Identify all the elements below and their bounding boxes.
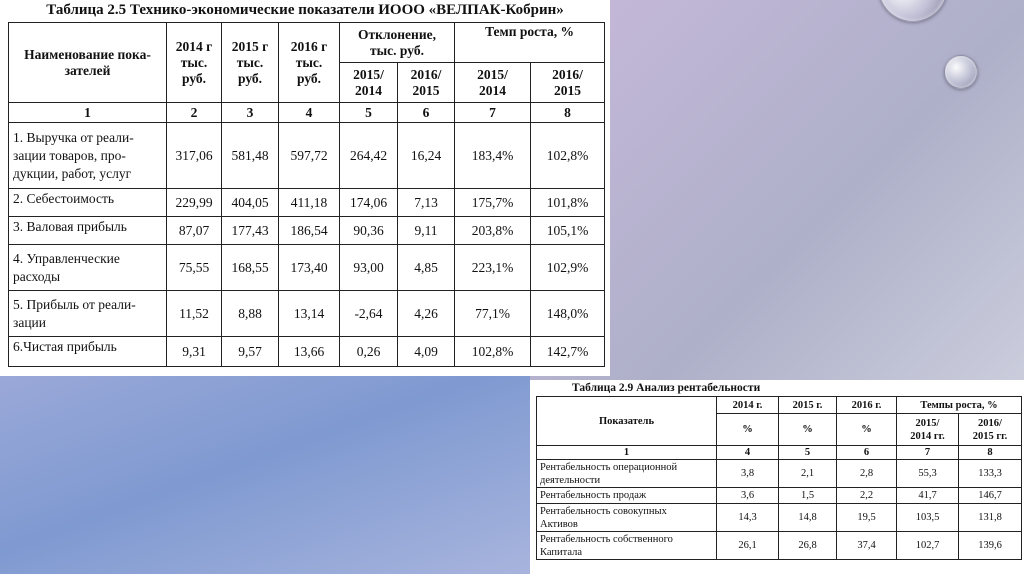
table-row (9, 291, 605, 337)
cell: 14,3 (717, 504, 779, 532)
cell: 26,8 (779, 532, 837, 560)
cell: 4,85 (398, 245, 455, 291)
cell: 203,8% (455, 217, 531, 245)
cell: 9,11 (398, 217, 455, 245)
cell: 223,1% (455, 245, 531, 291)
table-row (9, 245, 605, 291)
header-sub: 2016/ 2015 (531, 63, 605, 103)
cell: 2,1 (779, 460, 837, 488)
cell: 183,4% (455, 123, 531, 189)
cell: 13,66 (279, 337, 340, 367)
table-image-2-5 (0, 0, 610, 376)
cell: 26,1 (717, 532, 779, 560)
header-sub: 2015/ 2014 (455, 63, 531, 103)
col-number: 7 (455, 103, 531, 123)
cell: 90,36 (340, 217, 398, 245)
table-row (537, 532, 1022, 560)
cell: 37,4 (837, 532, 897, 560)
header-percent: % (717, 414, 779, 446)
cell: 177,43 (222, 217, 279, 245)
cell: 174,06 (340, 189, 398, 217)
cell: 146,7 (959, 488, 1022, 504)
table-title: Таблица 2.5 Технико-экономические показатели ИООО «ВЕЛПАК-Кобрин» (46, 2, 564, 18)
cell: 131,8 (959, 504, 1022, 532)
cell: 4,09 (398, 337, 455, 367)
table-row (9, 189, 605, 217)
row-name: Рентабельность совокупных Активов (537, 504, 717, 532)
header-2014: 2014 г тыс. руб. (167, 23, 222, 103)
cell: 411,18 (279, 189, 340, 217)
profitability-table (536, 396, 1022, 560)
header-sub: 2016/ 2015 гг. (959, 414, 1022, 446)
header-2016: 2016 г тыс. руб. (279, 23, 340, 103)
header-sub: 2016/ 2015 (398, 63, 455, 103)
cell: 101,8% (531, 189, 605, 217)
col-number: 1 (9, 103, 167, 123)
row-name: Рентабельность продаж (537, 488, 717, 504)
cell: 103,5 (897, 504, 959, 532)
cell: 168,55 (222, 245, 279, 291)
row-name: 3. Валовая прибыль (9, 217, 167, 245)
table-title: Таблица 2.9 Анализ рентабельности (572, 382, 761, 394)
cell: 55,3 (897, 460, 959, 488)
cell: 3,8 (717, 460, 779, 488)
cell: 7,13 (398, 189, 455, 217)
col-number: 4 (717, 446, 779, 460)
row-name: 4. Управленческие расходы (9, 245, 167, 291)
col-number: 2 (167, 103, 222, 123)
col-number: 4 (279, 103, 340, 123)
header-2014: 2014 г. (717, 397, 779, 414)
row-name: Рентабельность собственного Капитала (537, 532, 717, 560)
cell: -2,64 (340, 291, 398, 337)
header-sub: 2015/ 2014 (340, 63, 398, 103)
col-number: 3 (222, 103, 279, 123)
cell: 3,6 (717, 488, 779, 504)
cell: 102,8% (455, 337, 531, 367)
col-number: 6 (837, 446, 897, 460)
cell: 264,42 (340, 123, 398, 189)
col-number: 1 (537, 446, 717, 460)
cell: 2,2 (837, 488, 897, 504)
cell: 173,40 (279, 245, 340, 291)
col-number: 8 (531, 103, 605, 123)
col-number: 5 (340, 103, 398, 123)
cell: 142,7% (531, 337, 605, 367)
row-name: 2. Себестоимость (9, 189, 167, 217)
header-2015: 2015 г. (779, 397, 837, 414)
header-name: Наименование пока- зателей (9, 23, 167, 103)
cell: 14,8 (779, 504, 837, 532)
table-image-2-9 (530, 380, 1024, 574)
header-sub: 2015/ 2014 гг. (897, 414, 959, 446)
cell: 75,55 (167, 245, 222, 291)
cell: 404,05 (222, 189, 279, 217)
header-2016: 2016 г. (837, 397, 897, 414)
table-row (537, 504, 1022, 532)
table-row (537, 460, 1022, 488)
cell: 77,1% (455, 291, 531, 337)
table-row (537, 488, 1022, 504)
cell: 175,7% (455, 189, 531, 217)
row-name: Рентабельность операционной деятельности (537, 460, 717, 488)
col-number: 7 (897, 446, 959, 460)
cell: 102,7 (897, 532, 959, 560)
indicators-table (8, 22, 605, 367)
cell: 133,3 (959, 460, 1022, 488)
row-name: 1. Выручка от реали- зации товаров, про- дукции, работ, услуг (9, 123, 167, 189)
header-name: Показатель (537, 397, 717, 446)
cell: 105,1% (531, 217, 605, 245)
header-percent: % (837, 414, 897, 446)
cell: 4,26 (398, 291, 455, 337)
row-name: 5. Прибыль от реали- зации (9, 291, 167, 337)
table-row (9, 123, 605, 189)
header-growth: Темп роста, % (455, 23, 605, 63)
cell: 581,48 (222, 123, 279, 189)
cell: 13,14 (279, 291, 340, 337)
cell: 186,54 (279, 217, 340, 245)
table-row (9, 217, 605, 245)
cell: 102,8% (531, 123, 605, 189)
col-number: 8 (959, 446, 1022, 460)
header-deviation: Отклонение, тыс. руб. (340, 23, 455, 63)
cell: 93,00 (340, 245, 398, 291)
col-number: 6 (398, 103, 455, 123)
cell: 16,24 (398, 123, 455, 189)
cell: 139,6 (959, 532, 1022, 560)
cell: 148,0% (531, 291, 605, 337)
decorative-bubble (944, 55, 978, 89)
cell: 2,8 (837, 460, 897, 488)
cell: 1,5 (779, 488, 837, 504)
cell: 0,26 (340, 337, 398, 367)
cell: 9,31 (167, 337, 222, 367)
slide-background-panel (0, 376, 530, 574)
cell: 229,99 (167, 189, 222, 217)
header-growth: Темпы роста, % (897, 397, 1022, 414)
table-row (9, 337, 605, 367)
cell: 9,57 (222, 337, 279, 367)
header-2015: 2015 г тыс. руб. (222, 23, 279, 103)
cell: 102,9% (531, 245, 605, 291)
cell: 19,5 (837, 504, 897, 532)
cell: 41,7 (897, 488, 959, 504)
cell: 597,72 (279, 123, 340, 189)
cell: 87,07 (167, 217, 222, 245)
header-percent: % (779, 414, 837, 446)
cell: 8,88 (222, 291, 279, 337)
cell: 317,06 (167, 123, 222, 189)
row-name: 6.Чистая прибыль (9, 337, 167, 367)
col-number: 5 (779, 446, 837, 460)
cell: 11,52 (167, 291, 222, 337)
